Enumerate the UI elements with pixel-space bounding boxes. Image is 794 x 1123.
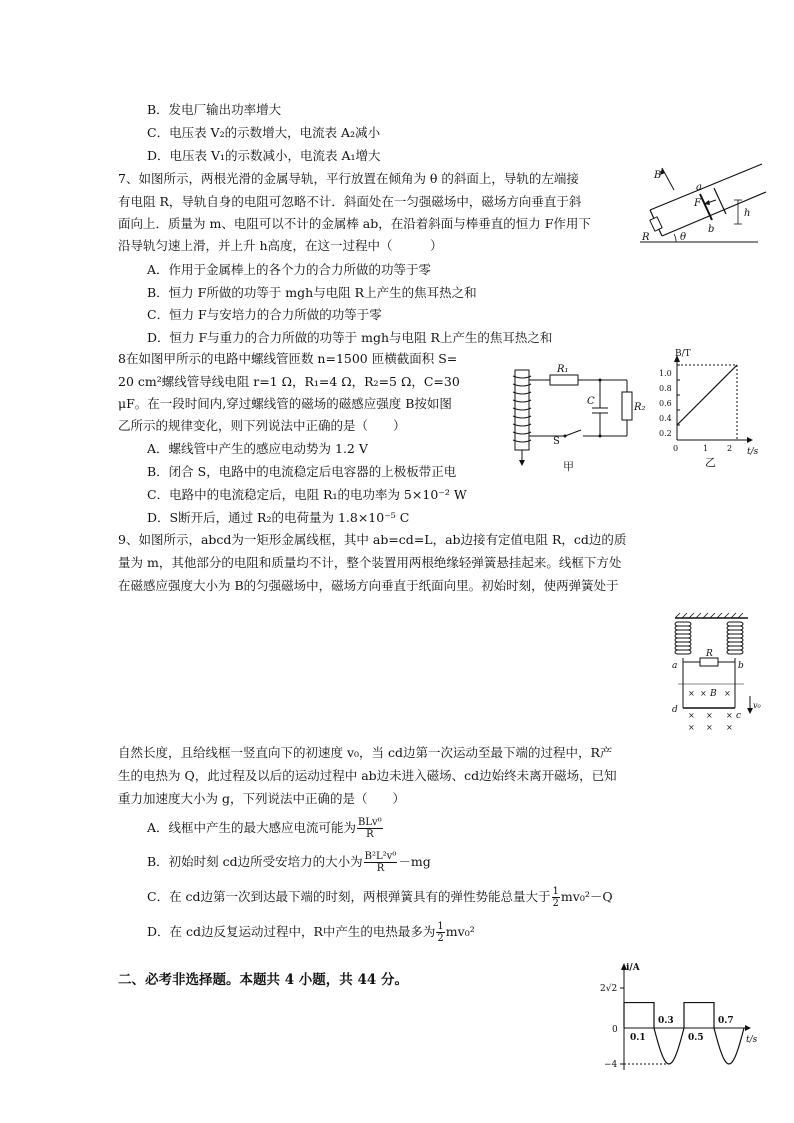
bt-caption-yi: 乙 xyxy=(705,456,716,469)
q8-circuit-figure xyxy=(505,360,646,475)
q7-option-d: D．恒力 F与重力的合力所做的功等于 mgh与电阻 R上产生的焦耳热之和 xyxy=(147,330,553,345)
q8-label-r1: R₁ xyxy=(557,364,569,375)
svg-text:×: × xyxy=(688,711,695,720)
bt-grid xyxy=(677,365,737,440)
bt-xlabel: t/s xyxy=(747,447,759,457)
svg-text:×: × xyxy=(724,689,731,698)
q9-stem-6: 重力加速度大小为 g，下列说法中正确的是（ ） xyxy=(118,791,405,806)
q8-stem-2: 20 cm²螺线管导线电阻 r=1 Ω，R₁=4 Ω，R₂=5 Ω，C=30 xyxy=(118,374,460,389)
q7-label-theta: θ xyxy=(680,232,687,243)
ig-ybottom: −4 xyxy=(604,1060,618,1070)
q9-label-r: R xyxy=(706,649,713,659)
current-time-graph xyxy=(600,960,770,1080)
q8-label-s: S xyxy=(553,436,560,447)
svg-text:×: × xyxy=(726,723,733,732)
bt-ylabel: B/T xyxy=(675,349,691,359)
q7-label-a: a xyxy=(696,182,702,193)
svg-text:×: × xyxy=(726,711,733,720)
ig-xtick-01: 0.1 xyxy=(630,1033,646,1043)
q6-option-b: B．发电厂输出功率增大 xyxy=(147,102,282,117)
q7-stem-1: 7、如图所示，两根光滑的金属导轨，平行放置在倾角为 θ 的斜面上，导轨的左端接 xyxy=(118,171,579,186)
q9-stem-5: 生的电热为 Q，此过程及以后的运动过程中 ab边未进入磁场、cd边始终未离开磁场，已知 xyxy=(118,768,617,783)
svg-text:×: × xyxy=(688,723,695,732)
q8-label-c: C xyxy=(587,396,595,407)
q8-stem-4: 乙所示的规律变化，则下列说法中正确的是（ ） xyxy=(118,418,406,433)
q9-stem-4: 自然长度，且给线框一竖直向下的初速度 v₀，当 cd边第一次运动至最下端的过程中，R产 xyxy=(118,745,613,760)
q8-stem-1: 8在如图甲所示的电路中螺线管匝数 n=1500 匝横截面积 S= xyxy=(118,351,458,366)
q7-label-r: R xyxy=(642,232,650,243)
q7-option-a: A．作用于金属棒上的各个力的合力所做的功等于零 xyxy=(147,262,432,277)
ig-yzero: 0 xyxy=(612,1025,618,1035)
q7-option-b: B．恒力 F所做的功等于 mgh与电阻 R上产生的焦耳热之和 xyxy=(147,285,477,300)
ig-ytop: 2√2 xyxy=(600,984,618,994)
q9-stem-3: 在磁感应强度大小为 B的匀强磁场中，磁场方向垂直于纸面向里。初始时刻，使两弹簧处于 xyxy=(118,578,619,593)
ig-xtick-03: 0.3 xyxy=(658,1016,674,1026)
q7-label-h: h xyxy=(744,208,751,219)
q9-label-c: c xyxy=(736,711,742,721)
q9-stem-1: 9、如图所示，abcd为一矩形金属线框，其中 ab=cd=L，ab边接有定值电阻 R，cd边的质 xyxy=(118,532,627,547)
bt-xtick-2: 2 xyxy=(727,444,733,453)
q8-stem-3: μF。在一段时间内,穿过螺线管的磁场的磁感应强度 B按如图 xyxy=(118,396,452,411)
q9-option-c: C．在 cd边第一次到达最下端的时刻，两根弹簧具有的弹性势能总量大于 $\frac{1}{2}$ mv₀²－Q xyxy=(147,886,613,909)
bt-ytick-2: 0.8 xyxy=(659,384,672,393)
q7-incline-figure xyxy=(640,160,770,250)
q7-stem-2: 有电阻 R，导轨自身的电阻可忽略不计．斜面处在一匀强磁场中，磁场方向垂直于斜 xyxy=(118,194,582,209)
section-2-title: 二、必考非选择题。本题共 4 小题，共 44 分。 xyxy=(118,972,408,988)
q6-option-d: D．电压表 V₁的示数减小，电流表 A₁增大 xyxy=(147,148,381,163)
svg-text:×: × xyxy=(700,689,707,698)
q9-label-v0: v₀ xyxy=(753,701,761,710)
ig-xtick-07: 0.7 xyxy=(718,1016,734,1026)
bt-ytick-4: 0.4 xyxy=(659,414,672,423)
q7-label-b-field: B xyxy=(654,170,662,181)
q9-label-b-field: B xyxy=(710,689,717,699)
bt-ytick-3: 0.6 xyxy=(659,399,672,408)
svg-text:×: × xyxy=(706,711,713,720)
ig-xlabel: t/s xyxy=(746,1035,758,1045)
q8-label-r2: R₂ xyxy=(634,402,646,413)
q7-stem-4: 沿导轨匀速上滑，并上升 h高度，在这一过程中（ ） xyxy=(118,238,443,253)
q8-option-c: C．电路中的电流稳定后，电阻 R₁的电功率为 5×10⁻² W xyxy=(147,487,467,502)
q7-label-f: F xyxy=(694,198,701,209)
q9-label-b: b xyxy=(738,661,744,671)
q9-option-d: D．在 cd边反复运动过程中，R中产生的电热最多为 $\frac{1}{2}$ mv₀² xyxy=(147,921,475,944)
svg-text:×: × xyxy=(706,723,713,732)
q7-label-b-end: b xyxy=(708,224,715,235)
bt-ytick-1: 1.0 xyxy=(659,369,672,378)
q8-bt-graph xyxy=(655,350,765,470)
q7-stem-3: 面向上．质量为 m、电阻可以不计的金属棒 ab，在沿着斜面与棒垂直的恒力 F作用下 xyxy=(118,216,591,231)
q8-option-b: B．闭合 S，电路中的电流稳定后电容器的上极板带正电 xyxy=(147,464,457,479)
q9-frame-figure xyxy=(670,612,760,742)
q8-option-d: D．S断开后，通过 R₂的电荷量为 1.8×10⁻⁵ C xyxy=(147,510,410,525)
q9-option-b: B．初始时刻 cd边所受安培力的大小为 $\frac{\text{B²L²v⁰}}{R}$ －mg xyxy=(147,851,431,874)
ig-xtick-05: 0.5 xyxy=(688,1033,704,1043)
q6-option-c: C．电压表 V₂的示数增大，电流表 A₂减小 xyxy=(147,125,381,140)
q9-stem-2: 量为 m，其他部分的电阻和质量均不计，整个装置用两根绝缘轻弹簧悬挂起来。线框下方处 xyxy=(118,555,622,570)
q7-option-c: C．恒力 F与安培力的合力所做的功等于零 xyxy=(147,307,382,322)
bt-xtick-0: 0 xyxy=(673,444,679,453)
bt-data-line xyxy=(677,365,737,425)
q8-option-a: A．螺线管中产生的感应电动势为 1.2 V xyxy=(147,441,368,456)
ig-ylabel: i/A xyxy=(626,963,640,973)
q9-option-a: A．线框中产生的最大感应电流可能为 $\frac{\text{BLv⁰}}{R}$ xyxy=(147,817,382,840)
bt-ytick-5: 0.2 xyxy=(659,429,672,438)
svg-text:×: × xyxy=(688,689,695,698)
q8-caption-jia: 甲 xyxy=(563,460,574,473)
q9-label-a: a xyxy=(672,661,678,671)
bt-xtick-1: 1 xyxy=(703,444,709,453)
q9-label-d: d xyxy=(672,705,678,715)
